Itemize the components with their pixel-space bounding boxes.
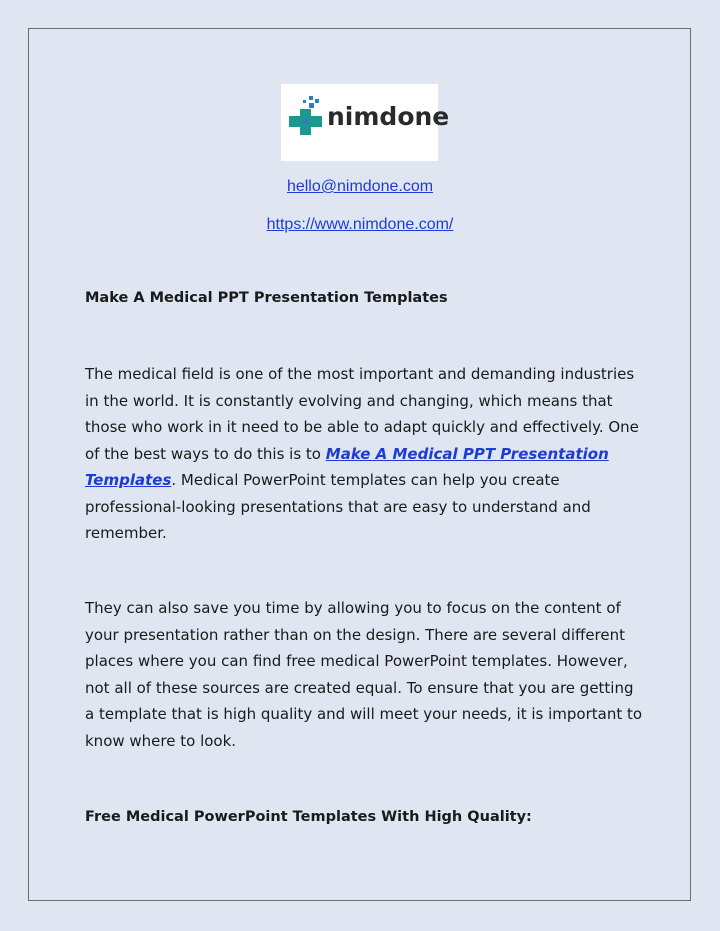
logo-wordmark: nimdone [327,102,450,131]
website-link[interactable]: https://www.nimdone.com/ [266,216,454,233]
paragraph-benefits: They can also save you time by allowing you to focus on the content of your presentation rather than on the design. There are several different places where you can find free medical PowerPoint templates. However, not all of these sources are created equal. To ensure that you are getting a template that is high quality and will meet your needs, it is important to know where to look. [85,599,643,750]
heading-medical-ppt: Make A Medical PPT Presentation Templates [85,290,448,306]
heading-free-templates: Free Medical PowerPoint Templates With High Quality: [85,809,532,825]
email-link[interactable]: hello@nimdone.com [286,178,434,195]
paragraph-intro-text-2: . Medical PowerPoint templates can help you create professional-looking presentations that are easy to understand and remember. [85,471,591,542]
paragraph-intro [85,361,645,547]
medical-cross-pixel-icon [289,96,323,136]
make-medical-ppt-link[interactable]: Make A Medical PPT Presentation Templates [85,444,609,489]
logo [281,84,450,161]
paragraph-intro-text-1: The medical field is one of the most important and demanding industries in the world. It is constantly evolving and changing, which means that those who work in it need to be able to adapt quickly and effectively. One of the best ways to do this is to [85,365,639,463]
